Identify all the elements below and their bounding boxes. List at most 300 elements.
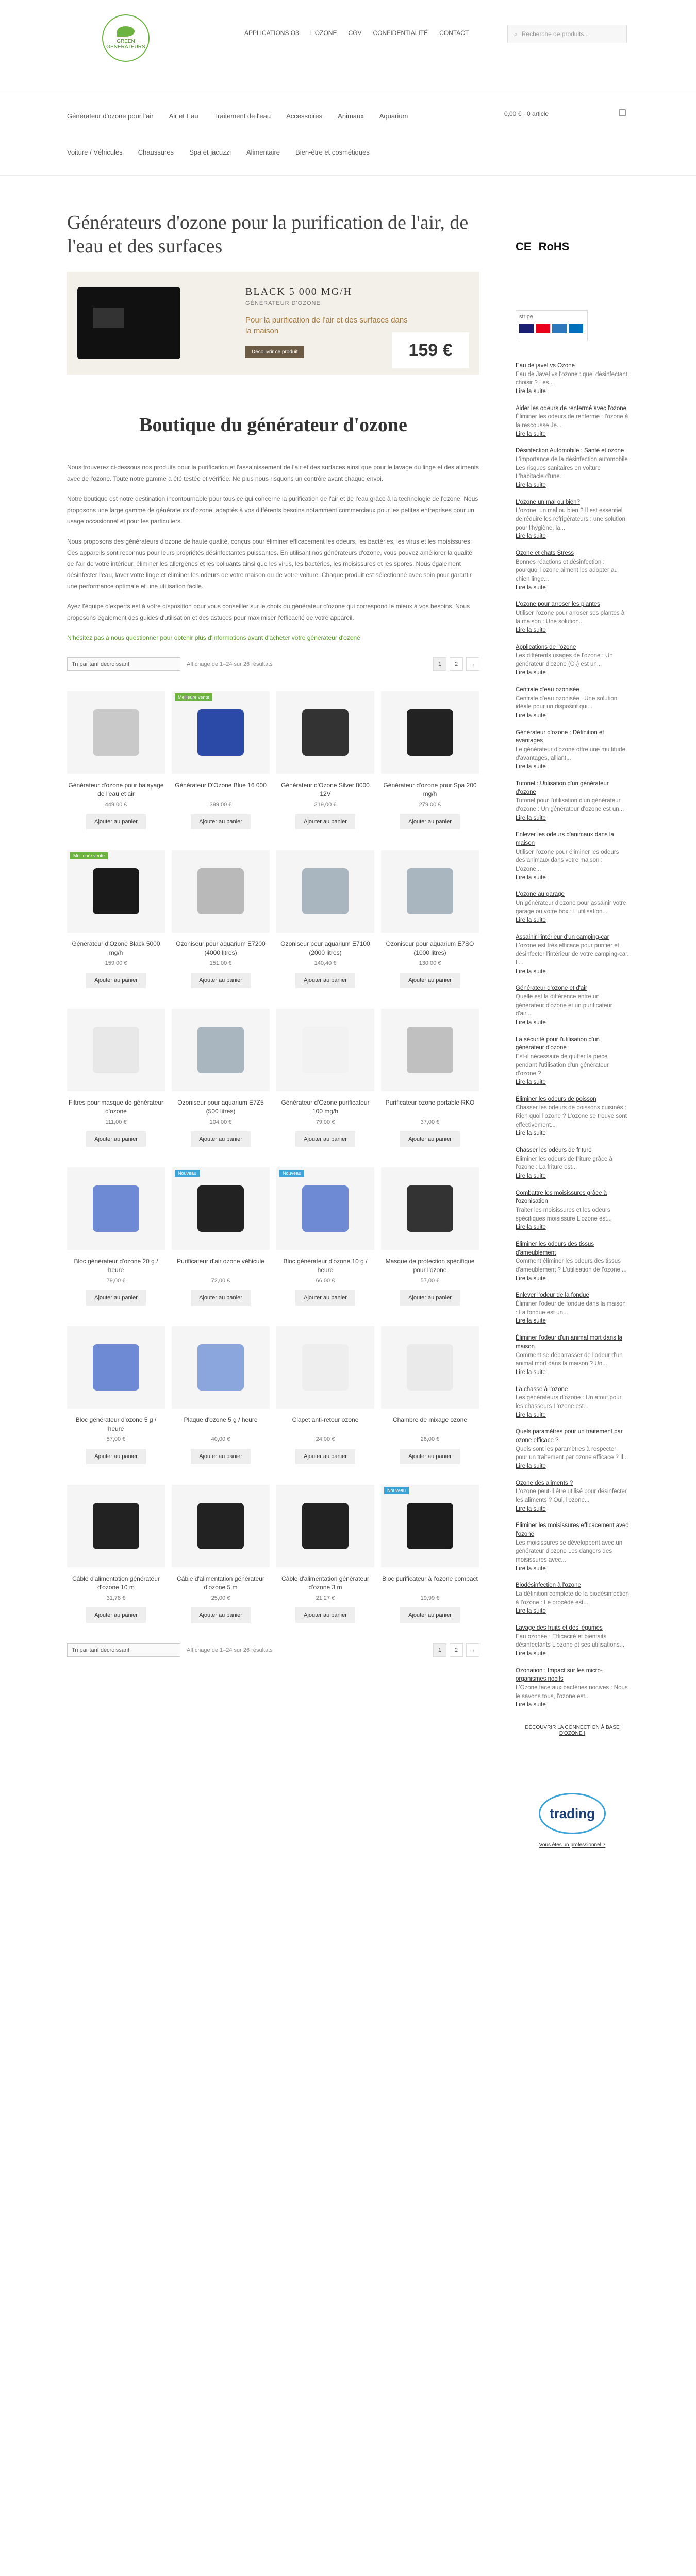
read-more-link[interactable]: Lire la suite xyxy=(516,1079,546,1086)
post-title[interactable]: Tutoriel : Utilisation d'un générateur d'ozone xyxy=(516,780,609,795)
post-item xyxy=(516,933,629,976)
product-image[interactable] xyxy=(276,1009,374,1091)
product-price: 79,00 € xyxy=(106,1277,126,1284)
post-excerpt: L'ozone, un mal ou bien ? Il est essentiel de réduire les réfrigérateurs : une solution pour l'hygiène, la... xyxy=(516,507,625,531)
product-price: 31,78 € xyxy=(106,1595,126,1601)
product-card[interactable] xyxy=(172,1009,270,1147)
post-item xyxy=(516,1189,629,1232)
read-more-link[interactable]: Lire la suite xyxy=(516,815,546,821)
page-1[interactable]: 1 xyxy=(433,1643,446,1657)
add-to-cart-button[interactable]: Ajouter au panier xyxy=(191,1131,251,1147)
product-shape xyxy=(302,1027,349,1073)
search-placeholder: Recherche de produits... xyxy=(521,30,589,38)
product-card[interactable] xyxy=(276,1009,374,1147)
product-card[interactable] xyxy=(172,1167,270,1306)
cart-count: 0 article xyxy=(527,110,549,117)
product-name[interactable]: Chambre de mixage ozone xyxy=(392,1416,468,1423)
read-more-link[interactable]: Lire la suite xyxy=(516,968,546,975)
product-grid xyxy=(67,691,479,1623)
product-name[interactable]: Générateur D'Ozone Blue 16 000 xyxy=(175,781,267,789)
product-card[interactable] xyxy=(381,850,479,988)
post-item xyxy=(516,890,629,925)
product-image[interactable] xyxy=(381,691,479,774)
nav-aquarium[interactable]: Aquarium xyxy=(379,112,408,120)
product-name[interactable]: Bloc purificateur à l'ozone compact xyxy=(382,1574,478,1582)
topnav-cgv[interactable]: CGV xyxy=(348,29,362,37)
product-shape xyxy=(197,1344,244,1391)
product-card[interactable] xyxy=(67,1009,165,1147)
post-excerpt: Le générateur d'ozone offre une multitude d'avantages, alliant... xyxy=(516,746,625,761)
post-item xyxy=(516,984,629,1027)
product-card[interactable] xyxy=(172,1326,270,1464)
product-shape xyxy=(407,1185,453,1232)
read-more-link[interactable]: Lire la suite xyxy=(516,917,546,924)
product-price: 319,00 € xyxy=(314,801,337,808)
add-to-cart-button[interactable]: Ajouter au panier xyxy=(295,1607,355,1623)
card-icon xyxy=(569,324,583,333)
nav-air[interactable]: Générateur d'ozone pour l'air xyxy=(67,112,154,120)
post-excerpt: Utiliser l'ozone pour arroser ses plantes à la maison : Une solution... xyxy=(516,610,625,625)
add-to-cart-button[interactable]: Ajouter au panier xyxy=(191,1607,251,1623)
post-excerpt: Eau ozonée : Efficacité et bienfaits désinfectants L'ozone et ses utilisations... xyxy=(516,1633,625,1649)
add-to-cart-button[interactable]: Ajouter au panier xyxy=(400,1449,460,1464)
result-count: Affichage de 1–24 sur 26 résultats xyxy=(187,1647,273,1653)
topnav-applications[interactable]: APPLICATIONS O3 xyxy=(244,29,299,37)
product-price: 26,00 € xyxy=(420,1436,440,1443)
product-shape xyxy=(302,1185,349,1232)
post-title[interactable]: Assainir l'intérieur d'un camping-car xyxy=(516,934,609,940)
post-title[interactable]: Générateur d'ozone et d'air xyxy=(516,985,587,992)
product-name[interactable]: Générateur d'ozone pour Spa 200 mg/h xyxy=(383,781,477,798)
read-more-link[interactable]: Lire la suite xyxy=(516,1318,546,1325)
product-badge: Nouveau xyxy=(279,1170,304,1177)
post-title[interactable]: La chasse à l'ozone xyxy=(516,1386,568,1393)
post-excerpt: Utiliser l'ozone pour éliminer les odeurs des animaux dans votre maison : L'ozone... xyxy=(516,849,619,872)
product-card[interactable] xyxy=(381,1167,479,1306)
post-item xyxy=(516,1334,629,1377)
product-name[interactable]: Ozoniseur pour aquarium E7SO (1000 litres) xyxy=(386,940,474,956)
sort-select[interactable]: Tri par tarif décroissant xyxy=(67,1643,180,1657)
post-excerpt: L'ozone est très efficace pour purifier et désinfecter l'intérieur de votre camping-car. Il... xyxy=(516,942,629,966)
read-more-link[interactable]: Lire la suite xyxy=(516,388,546,395)
cart-icon[interactable] xyxy=(619,109,626,116)
certifications xyxy=(516,240,629,253)
product-card[interactable] xyxy=(276,850,374,988)
post-item xyxy=(516,1581,629,1616)
product-price: 25,00 € xyxy=(211,1595,230,1601)
product-image[interactable] xyxy=(381,1326,479,1409)
product-image[interactable] xyxy=(172,1485,270,1567)
post-title[interactable]: Enlever l'odeur de la fondue xyxy=(516,1292,589,1299)
post-item xyxy=(516,1428,629,1470)
add-to-cart-button[interactable]: Ajouter au panier xyxy=(295,814,355,829)
product-image[interactable] xyxy=(381,1485,479,1567)
read-more-link[interactable]: Lire la suite xyxy=(516,1224,546,1231)
read-more-link[interactable]: Lire la suite xyxy=(516,670,546,676)
post-title[interactable]: Aider les odeurs de renfermé avec l'ozone xyxy=(516,405,627,412)
add-to-cart-button[interactable]: Ajouter au panier xyxy=(295,1290,355,1306)
read-more-link[interactable]: Lire la suite xyxy=(516,1463,546,1469)
product-card[interactable] xyxy=(67,691,165,829)
post-excerpt: L'importance de la désinfection automobile Les risques sanitaires en voiture L'habitacle d'une... xyxy=(516,456,628,480)
read-more-link[interactable]: Lire la suite xyxy=(516,627,546,634)
product-price: 57,00 € xyxy=(106,1436,126,1443)
post-title[interactable]: Biodésinfection à l'ozone xyxy=(516,1582,581,1589)
nav-spa[interactable]: Spa et jacuzzi xyxy=(189,148,231,156)
product-image[interactable] xyxy=(276,691,374,774)
post-title[interactable]: Générateur d'ozone : Définition et avantages xyxy=(516,729,604,744)
product-image[interactable] xyxy=(172,691,270,774)
read-more-link[interactable]: Lire la suite xyxy=(516,1565,546,1572)
post-item xyxy=(516,831,629,882)
intro-paragraph: Ayez l'équipe d'experts est à votre disposition pour vous conseiller sur le choix du générateur d'ozone qui correspond le mieux à vos besoins. Nous proposons également des guides d'utilisation et des astuces pour maximiser l'efficacité de votre appareil. xyxy=(67,603,470,621)
product-shape xyxy=(407,1027,453,1073)
product-name[interactable]: Générateur d'ozone pour balayage de l'eau et air xyxy=(68,781,164,798)
nav-chaussures[interactable]: Chaussures xyxy=(138,148,174,156)
product-image[interactable] xyxy=(172,1009,270,1091)
add-to-cart-button[interactable]: Ajouter au panier xyxy=(86,973,146,988)
product-name[interactable]: Générateur d'Ozone Black 5000 mg/h xyxy=(72,940,160,956)
product-shape xyxy=(197,868,244,914)
add-to-cart-button[interactable]: Ajouter au panier xyxy=(191,1449,251,1464)
post-title[interactable]: Ozone des aliments ? xyxy=(516,1480,573,1486)
add-to-cart-button[interactable]: Ajouter au panier xyxy=(191,1290,251,1306)
post-title[interactable]: Ozone et chats Stress xyxy=(516,550,574,557)
cart-summary[interactable]: 0,00 € · 0 article xyxy=(504,110,549,117)
site-logo[interactable] xyxy=(102,14,150,62)
product-card[interactable] xyxy=(67,1167,165,1306)
visa-icon xyxy=(519,324,534,333)
post-title[interactable]: Ozonation : Impact sur les micro-organismes nocifs xyxy=(516,1667,603,1683)
read-more-link[interactable]: Lire la suite xyxy=(516,1369,546,1376)
post-item xyxy=(516,728,629,771)
shop-title: Boutique du générateur d'ozone xyxy=(139,414,407,436)
post-excerpt: Éliminer les odeurs de friture grâce à l'ozone : La friture est... xyxy=(516,1156,612,1171)
product-image[interactable] xyxy=(276,1167,374,1250)
product-badge: Nouveau xyxy=(175,1170,200,1177)
read-more-link[interactable]: Lire la suite xyxy=(516,584,546,591)
post-excerpt: Éliminer l'odeur de fondue dans la maison : La fondue est un... xyxy=(516,1301,626,1316)
product-image[interactable] xyxy=(381,1009,479,1091)
banner-button[interactable]: Découvrir ce produit xyxy=(245,346,304,358)
post-title[interactable]: Combattre les moisissures grâce à l'ozonisation xyxy=(516,1190,607,1205)
nav-air-eau[interactable]: Air et Eau xyxy=(169,112,198,120)
product-image[interactable] xyxy=(381,850,479,933)
post-title[interactable]: Enlever les odeurs d'animaux dans la maison xyxy=(516,832,614,846)
post-title[interactable]: Éliminer les moisissures efficacement avec l'ozone xyxy=(516,1522,629,1537)
amex-icon xyxy=(552,324,567,333)
mastercard-icon xyxy=(536,324,550,333)
nav-alimentaire[interactable]: Alimentaire xyxy=(246,148,280,156)
search-icon: ⌕ xyxy=(514,30,518,38)
add-to-cart-button[interactable]: Ajouter au panier xyxy=(400,973,460,988)
post-item xyxy=(516,1095,629,1138)
nav-traitement-eau[interactable]: Traitement de l'eau xyxy=(213,112,271,120)
read-more-link[interactable]: Lire la suite xyxy=(516,1020,546,1026)
top-header xyxy=(0,0,696,62)
post-title[interactable]: Lavage des fruits et des légumes xyxy=(516,1624,603,1631)
product-price: 72,00 € xyxy=(211,1277,230,1284)
post-excerpt: La définition complète de la biodésinfection à l'ozone : Le procédé est... xyxy=(516,1590,629,1606)
top-navigation xyxy=(244,29,469,37)
product-shape xyxy=(197,1503,244,1549)
banner-subtitle: GÉNÉRATEUR D'OZONE xyxy=(245,300,321,307)
leaf-icon xyxy=(117,26,135,37)
trading-logo[interactable]: trading xyxy=(539,1793,606,1834)
page-1[interactable]: 1 xyxy=(433,657,446,671)
topnav-ozone[interactable]: L'OZONE xyxy=(310,29,337,37)
product-image[interactable] xyxy=(67,1167,165,1250)
page-2[interactable]: 2 xyxy=(450,1643,463,1657)
product-card[interactable] xyxy=(381,1009,479,1147)
post-item xyxy=(516,1291,629,1326)
add-to-cart-button[interactable]: Ajouter au panier xyxy=(86,1131,146,1147)
pagination xyxy=(433,657,479,671)
product-shape xyxy=(197,1027,244,1073)
add-to-cart-button[interactable]: Ajouter au panier xyxy=(295,1449,355,1464)
post-item xyxy=(516,779,629,822)
read-more-link[interactable]: Lire la suite xyxy=(516,1130,546,1137)
post-excerpt: Un générateur d'ozone pour assainir votre garage ou votre box : L'utilisation... xyxy=(516,900,626,915)
add-to-cart-button[interactable]: Ajouter au panier xyxy=(295,973,355,988)
result-count: Affichage de 1–24 sur 26 résultats xyxy=(187,660,273,667)
product-name[interactable]: Câble d'alimentation générateur d'ozone 10 m xyxy=(72,1574,160,1591)
product-price: 40,00 € xyxy=(211,1436,230,1443)
sort-select[interactable]: Tri par tarif décroissant xyxy=(67,657,180,671)
product-card[interactable] xyxy=(381,1485,479,1623)
product-card[interactable] xyxy=(172,1485,270,1623)
post-item xyxy=(516,549,629,592)
add-to-cart-button[interactable]: Ajouter au panier xyxy=(191,973,251,988)
read-more-link[interactable]: Lire la suite xyxy=(516,533,546,540)
product-name[interactable]: Filtres pour masque de générateur d'ozone xyxy=(68,1098,164,1115)
post-item xyxy=(516,498,629,541)
pagination xyxy=(433,1643,479,1657)
product-card[interactable] xyxy=(67,850,165,988)
product-name[interactable]: Clapet anti-retour ozone xyxy=(292,1416,359,1423)
post-title[interactable]: Eau de javel vs Ozone xyxy=(516,363,575,369)
post-excerpt: L'Ozone face aux bactéries nocives : Nous le savons tous, l'ozone est... xyxy=(516,1685,628,1700)
post-title[interactable]: L'ozone pour arroser les plantes xyxy=(516,601,600,608)
product-name[interactable]: Purificateur d'air ozone véhicule xyxy=(177,1257,264,1265)
promo-banner[interactable] xyxy=(67,272,479,375)
nav-accessoires[interactable]: Accessoires xyxy=(286,112,323,120)
read-more-link[interactable]: Lire la suite xyxy=(516,1173,546,1180)
post-excerpt: Quelle est la différence entre un générateur d'ozone et un purificateur d'air... xyxy=(516,993,612,1018)
ce-mark: CE xyxy=(516,240,532,253)
ordering-bar-bottom xyxy=(67,1643,479,1657)
product-card[interactable] xyxy=(381,691,479,829)
post-item xyxy=(516,686,629,720)
read-more-link[interactable]: Lire la suite xyxy=(516,1608,546,1615)
add-to-cart-button[interactable]: Ajouter au panier xyxy=(86,1290,146,1306)
banner-title: BLACK 5 000 MG/H xyxy=(245,286,353,298)
read-more-link[interactable]: Lire la suite xyxy=(516,712,546,719)
product-price: 66,00 € xyxy=(316,1277,335,1284)
add-to-cart-button[interactable]: Ajouter au panier xyxy=(400,1290,460,1306)
product-image[interactable] xyxy=(276,1326,374,1409)
product-card[interactable] xyxy=(381,1326,479,1464)
intro-highlight: N'hésitez pas à nous questionner pour obtenir plus d'informations avant d'acheter votre générateur d'ozone xyxy=(67,634,360,642)
read-more-link[interactable]: Lire la suite xyxy=(516,874,546,881)
product-shape xyxy=(197,1185,244,1232)
product-name[interactable]: Plaque d'ozone 5 g / heure xyxy=(184,1416,258,1423)
read-more-link[interactable]: Lire la suite xyxy=(516,1650,546,1657)
topnav-contact[interactable]: CONTACT xyxy=(439,29,469,37)
product-shape xyxy=(197,709,244,756)
product-name[interactable]: Câble d'alimentation générateur d'ozone 3 m xyxy=(281,1574,369,1591)
page-next[interactable]: → xyxy=(466,657,479,671)
divider xyxy=(0,175,696,176)
product-name[interactable]: Ozoniseur pour aquarium E7Z5 (500 litres) xyxy=(177,1098,264,1115)
post-excerpt: Centrale d'eau ozonisée : Une solution idéale pour un dispositif qui... xyxy=(516,695,618,710)
read-more-link[interactable]: Lire la suite xyxy=(516,1702,546,1708)
product-image[interactable] xyxy=(172,850,270,933)
product-price: 130,00 € xyxy=(419,960,441,967)
product-image[interactable] xyxy=(67,1485,165,1567)
add-to-cart-button[interactable]: Ajouter au panier xyxy=(86,1607,146,1623)
product-image[interactable] xyxy=(67,850,165,933)
product-shape xyxy=(93,1185,139,1232)
product-card[interactable] xyxy=(276,691,374,829)
post-title[interactable]: Chasser les odeurs de friture xyxy=(516,1147,592,1154)
add-to-cart-button[interactable]: Ajouter au panier xyxy=(191,814,251,829)
search-input[interactable] xyxy=(507,25,627,43)
product-price: 279,00 € xyxy=(419,801,441,808)
read-more-link[interactable]: Lire la suite xyxy=(516,1505,546,1512)
post-title[interactable]: La sécurité pour l'utilisation d'un générateur d'ozone xyxy=(516,1036,600,1052)
product-name[interactable]: Générateur d'Ozone Silver 8000 12V xyxy=(281,781,370,798)
post-excerpt: Éliminer les odeurs de renfermé : l'ozone à la rescousse Je... xyxy=(516,414,628,429)
add-to-cart-button[interactable]: Ajouter au panier xyxy=(295,1131,355,1147)
nav-animaux[interactable]: Animaux xyxy=(338,112,364,120)
post-title[interactable]: L'ozone un mal ou bien? xyxy=(516,499,580,505)
product-image[interactable] xyxy=(276,1485,374,1567)
product-price: 151,00 € xyxy=(209,960,232,967)
add-to-cart-button[interactable]: Ajouter au panier xyxy=(400,1131,460,1147)
nav-bien-etre[interactable]: Bien-être et cosmétiques xyxy=(295,148,370,156)
ozone-cta-link[interactable]: DÉCOUVRIR LA CONNECTION À BASE D'OZONE ! xyxy=(525,1725,620,1737)
page-next[interactable]: → xyxy=(466,1643,479,1657)
post-item xyxy=(516,1385,629,1420)
post-title[interactable]: Désinfection Automobile : Santé et ozone xyxy=(516,448,624,454)
add-to-cart-button[interactable]: Ajouter au panier xyxy=(86,1449,146,1464)
post-item xyxy=(516,1146,629,1181)
post-item xyxy=(516,1624,629,1658)
read-more-link[interactable]: Lire la suite xyxy=(516,1412,546,1418)
page-title: Générateurs d'ozone pour la purification de l'air, de l'eau et des surfaces xyxy=(67,212,469,257)
post-item xyxy=(516,643,629,677)
post-title[interactable]: Quels paramètres pour un traitement par ozone efficace ? xyxy=(516,1429,623,1444)
product-card[interactable] xyxy=(67,1326,165,1464)
product-price: 24,00 € xyxy=(316,1436,335,1443)
product-name[interactable]: Ozoniseur pour aquarium E7100 (2000 litres) xyxy=(280,940,370,956)
post-title[interactable]: Applications de l'ozone xyxy=(516,644,576,651)
product-card[interactable] xyxy=(172,850,270,988)
post-item xyxy=(516,1667,629,1709)
product-shape xyxy=(407,709,453,756)
post-excerpt: Les générateurs d'ozone : Un atout pour les chasseurs L'ozone est... xyxy=(516,1395,622,1410)
add-to-cart-button[interactable]: Ajouter au panier xyxy=(400,1607,460,1623)
product-price: 21,27 € xyxy=(316,1595,335,1601)
post-excerpt: Chasser les odeurs de poissons cuisinés : Rien quoi l'ozone ? L'ozone se trouve sont effectivement... xyxy=(516,1105,627,1128)
product-name[interactable]: Bloc générateur d'ozone 5 g / heure xyxy=(75,1416,157,1432)
post-title[interactable]: Éliminer les odeurs de poisson xyxy=(516,1096,596,1103)
product-image[interactable] xyxy=(67,1009,165,1091)
product-name[interactable]: Masque de protection spécifique pour l'ozone xyxy=(385,1257,475,1274)
product-price: 159,00 € xyxy=(105,960,127,967)
pro-link[interactable]: Vous êtes un professionnel ? xyxy=(539,1842,606,1849)
product-card[interactable] xyxy=(276,1326,374,1464)
product-price: 37,00 € xyxy=(420,1118,440,1125)
product-card[interactable] xyxy=(172,691,270,829)
product-image[interactable] xyxy=(381,1167,479,1250)
add-to-cart-button[interactable]: Ajouter au panier xyxy=(400,814,460,829)
product-name[interactable]: Purificateur ozone portable RKO xyxy=(385,1098,475,1106)
product-name[interactable]: Câble d'alimentation générateur d'ozone 5 m xyxy=(177,1574,264,1591)
product-shape xyxy=(93,1027,139,1073)
post-excerpt: Eau de Javel vs l'ozone : quel désinfectant choisir ? Les... xyxy=(516,371,628,386)
read-more-link[interactable]: Lire la suite xyxy=(516,764,546,770)
product-badge: Nouveau xyxy=(384,1487,409,1494)
read-more-link[interactable]: Lire la suite xyxy=(516,1275,546,1282)
post-item xyxy=(516,447,629,489)
post-item xyxy=(516,1479,629,1514)
product-card[interactable] xyxy=(276,1485,374,1623)
product-name[interactable]: Bloc générateur d'ozone 20 g / heure xyxy=(74,1257,158,1274)
post-excerpt: L'ozone peut-il être utilisé pour désinfecter les aliments ? Oui, l'ozone... xyxy=(516,1488,627,1503)
rohs-mark: RoHS xyxy=(538,240,570,253)
post-excerpt: Traiter les moisissures et les odeurs spécifiques moisissure L'ozone est... xyxy=(516,1207,612,1222)
post-item xyxy=(516,1521,629,1573)
page-2[interactable]: 2 xyxy=(450,657,463,671)
product-image[interactable] xyxy=(172,1326,270,1409)
product-name[interactable]: Bloc générateur d'ozone 10 g / heure xyxy=(283,1257,368,1274)
product-image[interactable] xyxy=(67,691,165,774)
intro-paragraph: Notre boutique est notre destination incontournable pour tous ce qui concerne la purification de l'air et de l'eau grâce à la technologie de l'ozone. Nous proposons une large gamme de générateurs d'ozone, adaptés à vos différents besoins notamment commerciaux pour les petites entreprises pour un usage occasionnel et pour les particuliers. xyxy=(67,495,478,525)
product-price: 104,00 € xyxy=(209,1118,232,1125)
product-image[interactable] xyxy=(67,1326,165,1409)
post-excerpt: Comment se débarrasser de l'odeur d'un animal mort dans la maison ? Un... xyxy=(516,1352,623,1367)
nav-voiture[interactable]: Voiture / Véhicules xyxy=(67,148,123,156)
post-title[interactable]: Éliminer l'odeur d'un animal mort dans la maison xyxy=(516,1335,623,1350)
add-to-cart-button[interactable]: Ajouter au panier xyxy=(86,814,146,829)
read-more-link[interactable]: Lire la suite xyxy=(516,431,546,437)
post-item xyxy=(516,600,629,635)
product-shape xyxy=(407,868,453,914)
product-name[interactable]: Générateur d'Ozone purificateur 100 mg/h xyxy=(281,1098,370,1115)
post-title[interactable]: Centrale d'eau ozonisée xyxy=(516,686,579,693)
post-title[interactable]: Éliminer les odeurs des tissus d'ameublement xyxy=(516,1241,594,1256)
product-price: 449,00 € xyxy=(105,801,127,808)
product-image[interactable] xyxy=(172,1167,270,1250)
product-card[interactable] xyxy=(276,1167,374,1306)
product-name[interactable]: Ozoniseur pour aquarium E7200 (4000 litres) xyxy=(176,940,266,956)
product-shape xyxy=(302,1503,349,1549)
intro-paragraph: Nous trouverez ci-dessous nos produits pour la purification et l'assainissement de l'air et des surfaces ainsi que pour le lavage du linge et des aliments avec de l'ozone. Toute notre gamme a été testée et vérifiée. Ne plus nous risquons un contrôle avant chaque envoi. xyxy=(67,464,479,482)
read-more-link[interactable]: Lire la suite xyxy=(516,482,546,489)
product-card[interactable] xyxy=(67,1485,165,1623)
main-content xyxy=(67,211,479,1657)
topnav-confidentialite[interactable]: CONFIDENTIALITÉ xyxy=(373,29,428,37)
post-title[interactable]: L'ozone au garage xyxy=(516,891,565,898)
post-excerpt: Est-il nécessaire de quitter la pièce pendant l'utilisation d'un générateur d'ozone ? xyxy=(516,1054,609,1077)
sidebar xyxy=(516,240,629,1848)
product-shape xyxy=(302,709,349,756)
product-price: 57,00 € xyxy=(420,1277,440,1284)
product-image[interactable] xyxy=(276,850,374,933)
intro-paragraph: Nous proposons des générateurs d'ozone de haute qualité, conçus pour éliminer efficacement les odeurs, les bactéries, les virus et les moisissures. Ces appareils sont reconnus pour leurs propriétés désinfectantes puissantes. En utilisant nos générateurs d'ozone, vous pouvez améliorer la qualité de l'air de votre intérieur, éliminer les allergènes et les polluants ainsi que les virus, les bactéries, les moisissures et les spores. Nous également désinfecter l'eau, laver votre linge et éliminer les odeurs de votre maison ou de votre voiture. Chaque produit est sélectionné avec soin pour garantir une performance optimale et une utilisation facile. xyxy=(67,538,473,590)
